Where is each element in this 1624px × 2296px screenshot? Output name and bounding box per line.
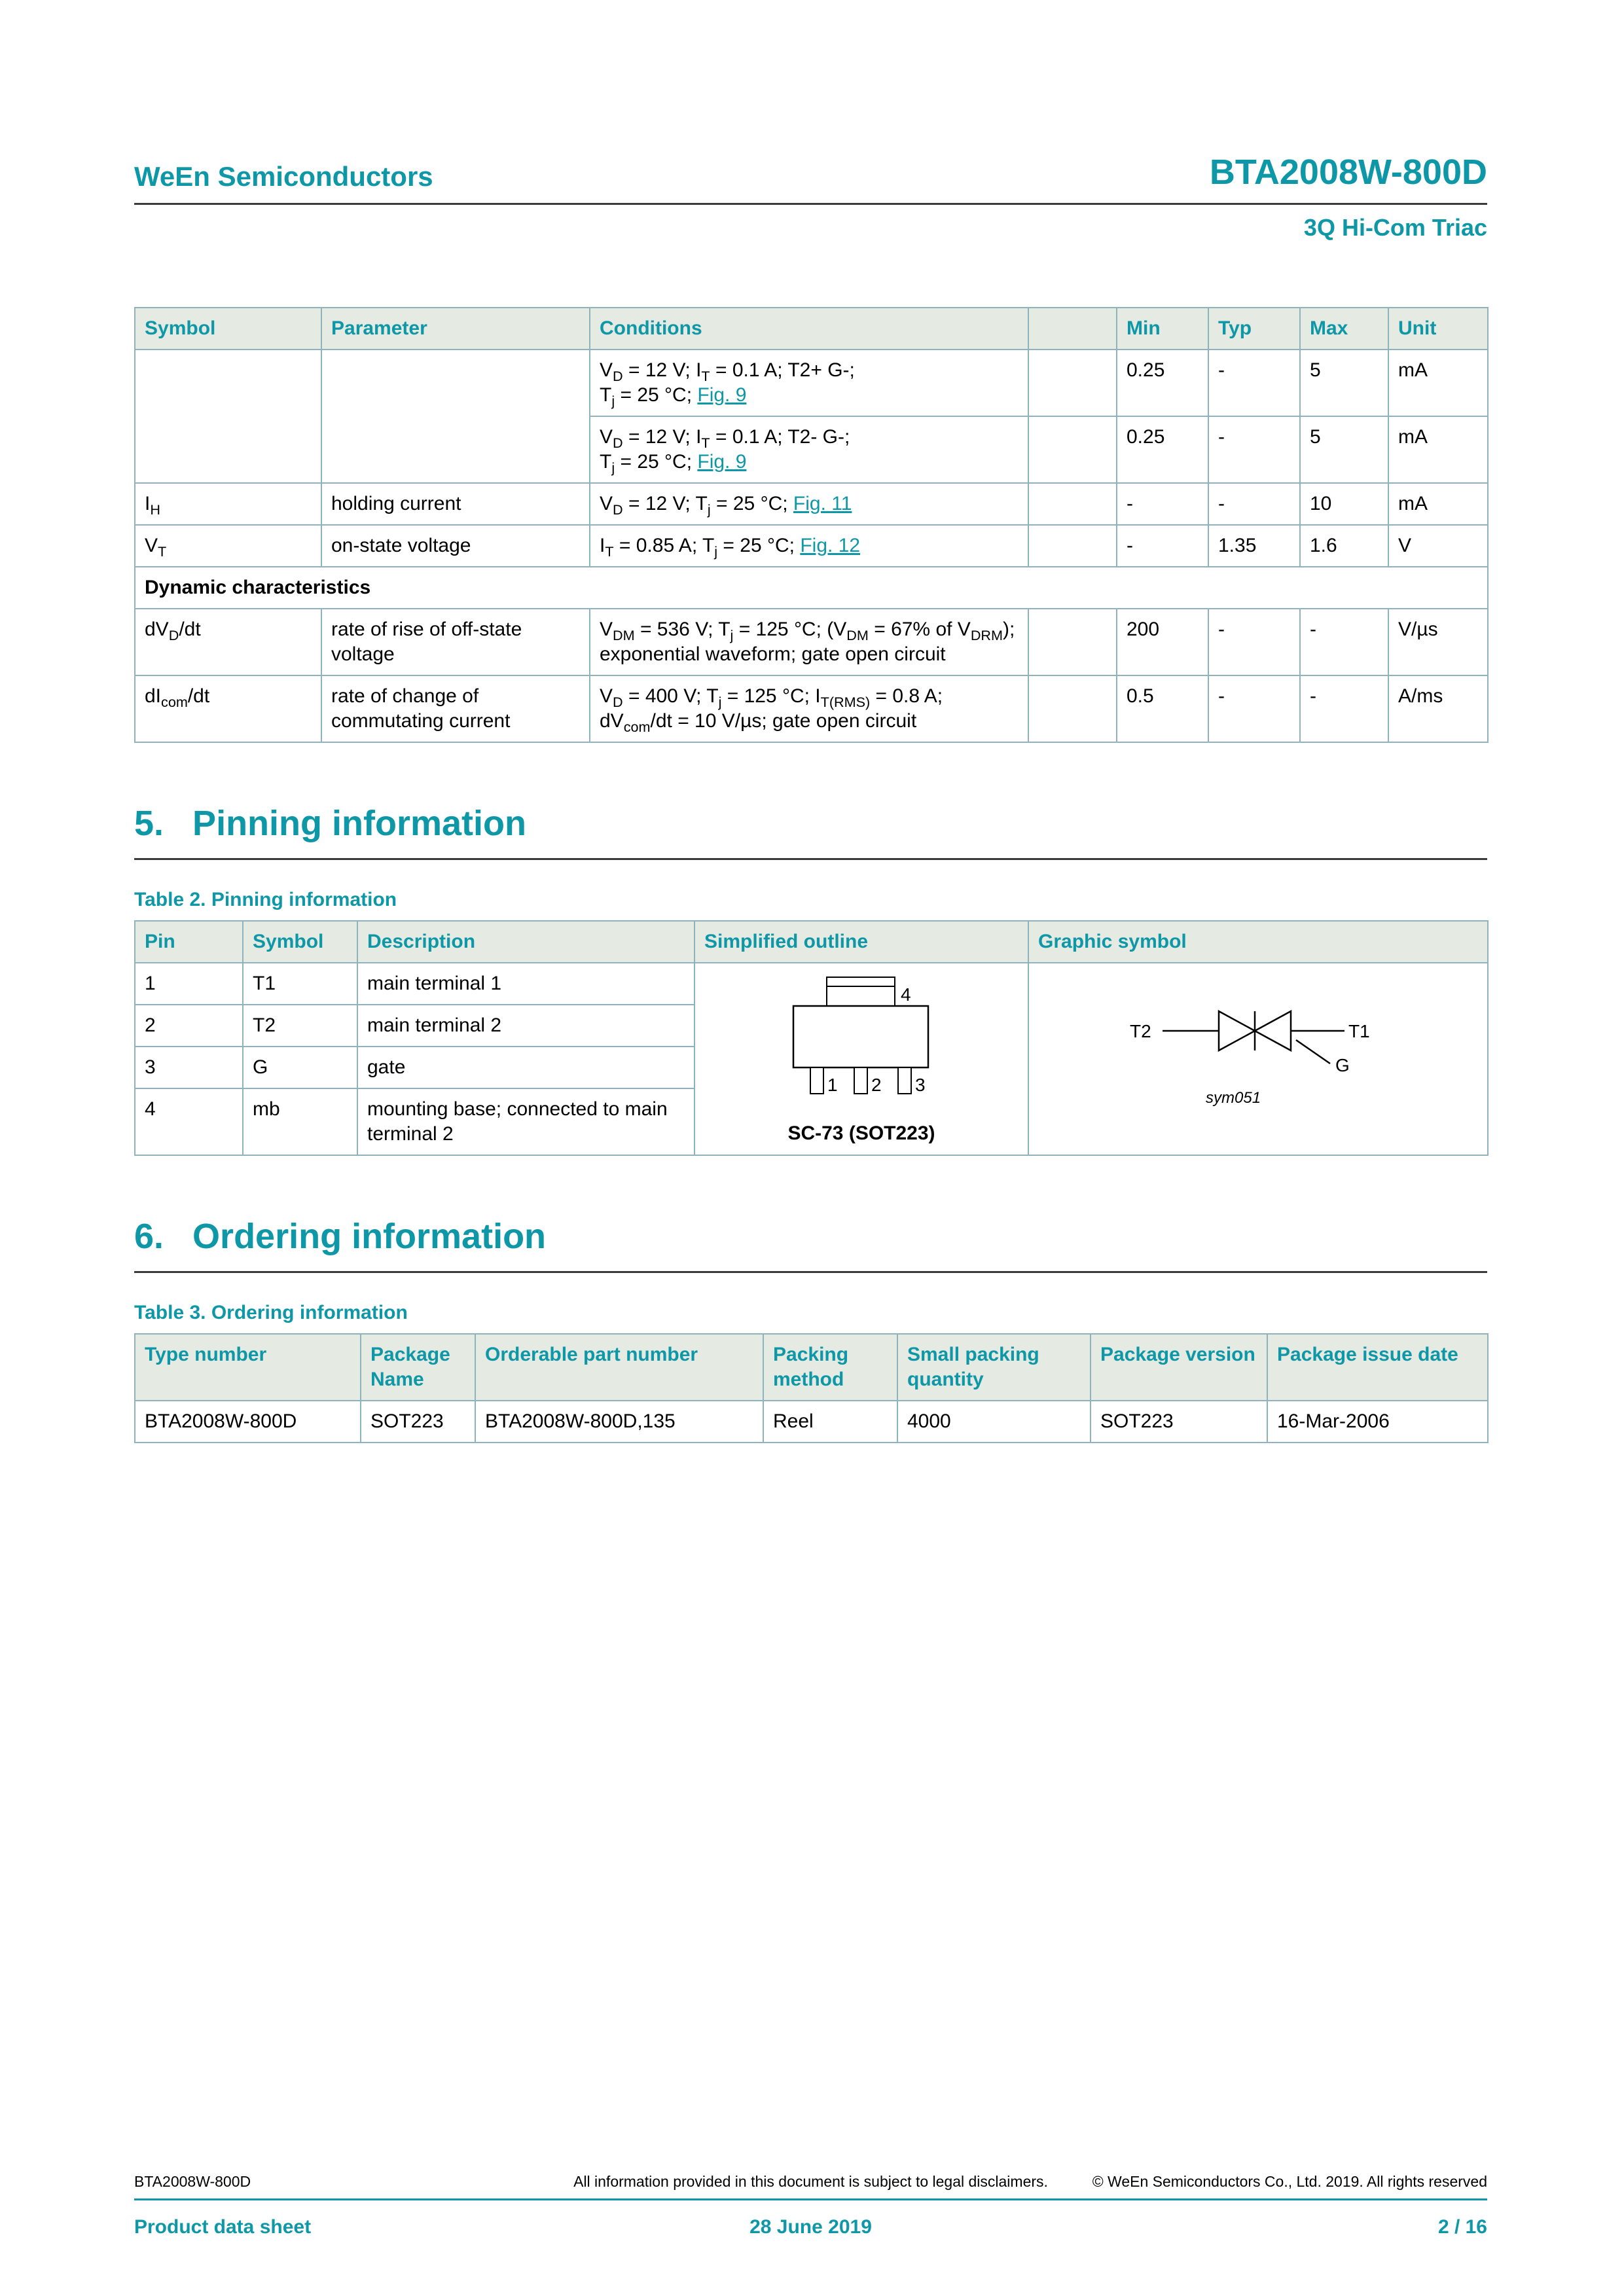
package-outline-drawing xyxy=(763,972,960,1111)
cell-pin: 4 xyxy=(135,1088,243,1155)
section-title: Ordering information xyxy=(192,1217,547,1256)
fig-11-link[interactable]: Fig. 11 xyxy=(793,493,852,514)
col-header-spacer xyxy=(1028,308,1117,350)
triac-triangle-right xyxy=(1219,1011,1255,1050)
cell-max: 5 xyxy=(1300,416,1388,483)
fig-12-link[interactable]: Fig. 12 xyxy=(800,535,861,556)
section-heading-ordering xyxy=(134,1216,1487,1273)
col-header-typ: Typ xyxy=(1208,308,1300,350)
cell-typ: - xyxy=(1208,350,1300,416)
conditions-text: $V_D = 12$ V; $T_j = 25$ °C; xyxy=(600,493,793,518)
col-header-outline: Simplified outline xyxy=(695,921,1028,963)
cell-max: 1.6 xyxy=(1300,525,1388,567)
cell-pin: 1 xyxy=(135,963,243,1005)
symbol-t1-label: T1 xyxy=(1348,1021,1370,1041)
cell-symbol: $dI_{com}/dt$ xyxy=(135,675,321,742)
pinning-table xyxy=(134,920,1489,1156)
table-row xyxy=(135,1401,1488,1443)
footer-page-ref: 2 / 16 xyxy=(1437,2216,1487,2238)
cell-description: mounting base; connected to main terminal 2 xyxy=(357,1088,695,1155)
symbol-code-label: sym051 xyxy=(1206,1089,1261,1107)
col-header-min: Min xyxy=(1117,308,1208,350)
col-header-symbol: Symbol xyxy=(135,308,321,350)
table-row xyxy=(135,609,1488,675)
cell-pin: 2 xyxy=(135,1005,243,1047)
conditions-text: $V_D = 12$ V; $I_T = 0.1$ A; T2- G-; $T_j = 25$ °C; xyxy=(600,426,850,476)
cell-min: 0.25 xyxy=(1117,416,1208,483)
fig-9-link[interactable]: Fig. 9 xyxy=(697,384,747,406)
footer-doc-id: BTA2008W-800D xyxy=(134,2173,251,2190)
cell-parameter: rate of rise of off-state voltage xyxy=(321,609,590,675)
cell-type-number: BTA2008W-800D xyxy=(135,1401,361,1443)
cell-parameter: rate of change of commutating current xyxy=(321,675,590,742)
col-header-pin: Pin xyxy=(135,921,243,963)
cell-issue-date: 16-Mar-2006 xyxy=(1267,1401,1488,1443)
cell-spacer xyxy=(1028,350,1117,416)
order-table-caption: Table 3. Ordering information xyxy=(134,1302,408,1323)
col-header-packing: Packing method xyxy=(763,1334,897,1401)
cell-conditions xyxy=(590,483,1028,525)
cell-min: 200 xyxy=(1117,609,1208,675)
table-row xyxy=(135,675,1488,742)
symbol-t2-label: T2 xyxy=(1130,1021,1151,1041)
section-title: Pinning information xyxy=(192,804,526,843)
cell-max: 5 xyxy=(1300,350,1388,416)
graphic-symbol-cell xyxy=(1028,963,1488,1155)
outline-pin3-label: 3 xyxy=(915,1075,926,1095)
cell-symbol: T1 xyxy=(243,963,357,1005)
cell-unit: mA xyxy=(1388,483,1488,525)
col-header-issue-date: Package issue date xyxy=(1267,1334,1488,1401)
cell-version: SOT223 xyxy=(1091,1401,1267,1443)
cell-conditions: $V_{DM} = 536$ V; $T_j = 125$ °C; ($V_{DM} = 67\%$ of $V_{DRM}$); exponential waveform; gate open circuit xyxy=(590,609,1028,675)
simplified-outline-cell xyxy=(695,963,1028,1155)
cell-typ: - xyxy=(1208,416,1300,483)
section-heading-pinning xyxy=(134,803,1487,860)
cell-conditions xyxy=(590,525,1028,567)
outline-pin4-label: 4 xyxy=(901,984,911,1005)
symbol-g-label: G xyxy=(1335,1055,1350,1075)
ordering-table xyxy=(134,1333,1489,1443)
footer-disclaimer: All information provided in this document is subject to legal disclaimers. xyxy=(573,2173,1048,2190)
footer-rule xyxy=(134,2198,1487,2200)
cell-unit: A/ms xyxy=(1388,675,1488,742)
cell-spacer xyxy=(1028,675,1117,742)
cell-unit: V/µs xyxy=(1388,609,1488,675)
cell-parameter: on-state voltage xyxy=(321,525,590,567)
table-row xyxy=(135,483,1488,525)
cell-conditions xyxy=(590,350,1028,416)
cell-max: 10 xyxy=(1300,483,1388,525)
section-number: 6. xyxy=(134,1217,164,1256)
table-header-row xyxy=(135,921,1488,963)
cell-parameter: holding current xyxy=(321,483,590,525)
cell-min: 0.5 xyxy=(1117,675,1208,742)
col-header-unit: Unit xyxy=(1388,308,1488,350)
cell-quantity: 4000 xyxy=(897,1401,1091,1443)
cell-description: main terminal 1 xyxy=(357,963,695,1005)
col-header-graphic: Graphic symbol xyxy=(1028,921,1488,963)
page-footer xyxy=(134,2173,1487,2238)
cell-parameter xyxy=(321,350,590,483)
cell-symbol: $V_T$ xyxy=(135,525,321,567)
cell-typ: - xyxy=(1208,483,1300,525)
footer-meta-row xyxy=(134,2173,1487,2191)
table-row xyxy=(135,525,1488,567)
cell-typ: - xyxy=(1208,675,1300,742)
cell-unit: mA xyxy=(1388,416,1488,483)
col-header-description: Description xyxy=(357,921,695,963)
package-lead-3 xyxy=(898,1067,911,1094)
conditions-text: $V_D = 12$ V; $I_T = 0.1$ A; T2+ G-; $T_j = 25$ °C; xyxy=(600,359,855,409)
package-label: SC-73 (SOT223) xyxy=(787,1122,935,1144)
package-lead-2 xyxy=(854,1067,867,1094)
cell-description: main terminal 2 xyxy=(357,1005,695,1047)
cell-symbol: $I_H$ xyxy=(135,483,321,525)
table-section-row xyxy=(135,567,1488,609)
cell-max: - xyxy=(1300,609,1388,675)
col-header-max: Max xyxy=(1300,308,1388,350)
conditions-text: $I_T = 0.85$ A; $T_j = 25$ °C; xyxy=(600,535,801,560)
package-lead-1 xyxy=(810,1067,823,1094)
table-header-row xyxy=(135,308,1488,350)
cell-min: 0.25 xyxy=(1117,350,1208,416)
cell-spacer xyxy=(1028,525,1117,567)
cell-min: - xyxy=(1117,525,1208,567)
cell-conditions xyxy=(590,416,1028,483)
footer-date: 28 June 2019 xyxy=(749,2216,872,2238)
footer-doc-type: Product data sheet xyxy=(134,2216,312,2238)
table-header-row xyxy=(135,1334,1488,1401)
cell-unit: V xyxy=(1388,525,1488,567)
pin-table-caption: Table 2. Pinning information xyxy=(134,889,397,910)
col-header-type-number: Type number xyxy=(135,1334,361,1401)
cell-orderable: BTA2008W-800D,135 xyxy=(475,1401,763,1443)
cell-min: - xyxy=(1117,483,1208,525)
col-header-version: Package version xyxy=(1091,1334,1267,1401)
col-header-orderable: Orderable part number xyxy=(475,1334,763,1401)
brand-name: WeEn Semiconductors xyxy=(134,161,433,192)
cell-spacer xyxy=(1028,416,1117,483)
cell-unit: mA xyxy=(1388,350,1488,416)
header-rule xyxy=(134,203,1487,205)
triac-symbol-drawing xyxy=(1114,997,1402,1115)
col-header-conditions: Conditions xyxy=(590,308,1028,350)
footer-copyright: © WeEn Semiconductors Co., Ltd. 2019. All rights reserved xyxy=(1092,2173,1487,2190)
table-row xyxy=(135,350,1488,416)
cell-conditions: $V_D = 400$ V; $T_j = 125$ °C; $I_{T(RMS)} = 0.8$ A; $dV_{com}/dt = 10$ V/µs; gate open circuit xyxy=(590,675,1028,742)
cell-packing: Reel xyxy=(763,1401,897,1443)
section-number: 5. xyxy=(134,804,164,843)
table-row xyxy=(135,963,1488,1005)
footer-main-row xyxy=(134,2216,1487,2238)
triac-triangle-left xyxy=(1255,1011,1291,1050)
cell-typ: 1.35 xyxy=(1208,525,1300,567)
col-header-symbol: Symbol xyxy=(243,921,357,963)
outline-pin2-label: 2 xyxy=(871,1075,882,1095)
col-header-parameter: Parameter xyxy=(321,308,590,350)
page-header xyxy=(134,152,1487,192)
fig-9-link[interactable]: Fig. 9 xyxy=(697,451,747,473)
product-subtitle: 3Q Hi-Com Triac xyxy=(1303,214,1487,241)
gate-lead-line xyxy=(1296,1040,1330,1064)
cell-typ: - xyxy=(1208,609,1300,675)
package-tab xyxy=(827,977,895,1006)
cell-package-name: SOT223 xyxy=(361,1401,475,1443)
col-header-quantity: Small packing quantity xyxy=(897,1334,1091,1401)
section-label: Dynamic characteristics xyxy=(135,567,1488,609)
cell-spacer xyxy=(1028,483,1117,525)
cell-symbol xyxy=(135,350,321,483)
cell-symbol: mb xyxy=(243,1088,357,1155)
cell-symbol: T2 xyxy=(243,1005,357,1047)
cell-symbol: $dV_D/dt$ xyxy=(135,609,321,675)
col-header-package-name: Package Name xyxy=(361,1334,475,1401)
cell-symbol: G xyxy=(243,1047,357,1088)
cell-max: - xyxy=(1300,675,1388,742)
package-body xyxy=(793,1006,928,1067)
characteristics-table xyxy=(134,307,1489,743)
cell-pin: 3 xyxy=(135,1047,243,1088)
cell-description: gate xyxy=(357,1047,695,1088)
cell-spacer xyxy=(1028,609,1117,675)
outline-pin1-label: 1 xyxy=(827,1075,838,1095)
part-number: BTA2008W-800D xyxy=(1209,152,1487,192)
